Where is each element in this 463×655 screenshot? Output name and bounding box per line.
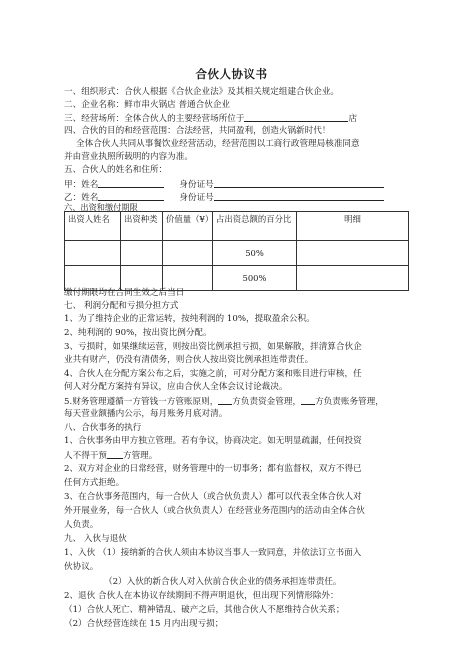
fund-party-text: 方负责资金管理， [232,397,302,407]
section-8-item-3a: 3、在合伙事务范围内，每一合伙人（或合伙负责人）都可以代表全体合伙人对 [64,492,362,502]
header-contribution-type: 出资种类 [121,212,163,241]
section-8-item-2a: 2、双方对企业的日常经营，财务管理中的一切事务；都有监督权，双方不得已 [64,464,362,474]
account-party-text: 方负责账务管理， [315,397,384,407]
header-investor-name: 出资人姓名 [65,212,121,241]
section-5: 五、合伙人的姓名和住所： [64,165,168,175]
partner-b-name-blank[interactable] [98,191,164,201]
section-7-item-3a: 3、亏损时，如果继续运营，则按出资比例承担亏损，如果解散，拌清算合伙企 [64,342,362,352]
table-row [65,241,409,266]
cell-value[interactable] [163,241,213,266]
section-9-item-1a: 1、入伙 （1）接纳新的合伙人须由本协议当事人一致同意，并依法订立书面入 [64,548,362,558]
section-8-item-1b [64,449,409,463]
section-7-item-2: 2、纯利润的 90%，按出资比例分配。 [64,328,212,338]
payment-term: 缴付期限均在合同生效之后当日 [64,288,185,298]
table-header-row [65,212,409,241]
account-party-blank[interactable] [301,395,315,405]
section-8-item-3c: 人负责。 [64,520,99,530]
section-3-suffix: 店 [348,114,358,124]
no-interference-text: 人不得干预 [64,451,107,461]
section-9-item-2-1: （1）合伙人死亡、精神错乱、破产之后，其他合伙人不愿维持合伙关系； [64,605,345,615]
header-details: 明细 [297,212,409,241]
section-4: 四、合伙的目的和经营范围：合法经营，共同盈利，创造火锅新时代！ [64,126,331,136]
section-3-label: 三、经营场所：全体合伙人的主要经营场所位于 [64,114,245,124]
section-3 [64,112,409,126]
manager-suffix: 方管理。 [122,451,158,461]
partner-a-row [64,178,409,192]
section-8-item-2b: 任何方式拒绝。 [64,478,125,488]
section-6: 六、出资和缴付期限 [64,202,138,212]
fund-party-blank[interactable] [218,395,232,405]
section-2: 二、企业名称：鲜市串火锅店 普通合伙企业 [64,100,231,110]
manager-party-blank[interactable] [107,449,123,459]
cell-details[interactable] [297,241,409,266]
partner-b-id-blank[interactable] [214,191,384,201]
partner-a-name-label: 甲：姓名 [64,180,99,190]
section-8-item-1a: 1、合伙事务由甲方独立管理。若有争议，协商决定。如无明显疏漏，任何投资 [64,436,362,446]
address-blank[interactable] [244,112,348,122]
partner-b-name-label: 乙：姓名 [64,193,99,203]
cell-percentage: 500% [213,266,297,291]
header-percentage: 占出资总额的百分比 [213,212,297,241]
section-8-item-3b: 外开展业务，每一合伙人（或合伙负责人）在经营业务范围内的活动由全体合伙 [64,506,365,516]
section-9-item-2-2: （2）合伙经营连续在 15 月内出现亏损； [64,619,224,629]
cell-name[interactable] [65,241,121,266]
section-7-item-5b: 每天营业额播内公示，每月账务月底对清。 [64,409,228,419]
section-7: 七、 利润分配和亏损分担方式 [64,301,179,311]
section-7-item-1: 1、为了维持企业的正常运转，按纯利润的 10%，提取盈余公积。 [64,314,315,324]
section-7-item-3b: 业共有财产，仍没有清债务，则合伙人按出资比例承担连带责任。 [64,355,314,365]
section-7-item-5a [64,395,409,409]
section-9: 九、 入伙与退伙 [64,534,127,544]
cell-percentage: 50% [213,241,297,266]
section-1: 一、组织形式：合伙人根据《合伙企业法》及其相关规定组建合伙企业。 [64,87,340,97]
section-7-item-4a: 4、合伙人在分配方案公布之后，实施之前，可对分配方案和账目进行审核，任 [64,369,362,379]
cell-type[interactable] [121,241,163,266]
section-8: 八、合伙事务的执行 [64,423,142,433]
section-9-item-1c: （2）入伙的新合伙人对入伙前合伙企业的债务承担连带责任。 [104,577,342,587]
section-9-item-2: 2、退伙 合伙人在本协议存续期间不得声明退伙，但出现下列情形除外： [64,591,339,601]
finance-rule: 5.财务管理遵循一方管钱一方管账原则， [64,397,219,407]
section-9-item-1b: 伙协议。 [64,562,99,572]
section-7-item-4b: 何人对分配方案持有异议，应由合伙人全体会议讨论裁决。 [64,382,288,392]
partner-a-id-blank[interactable] [214,178,384,188]
capital-table [64,211,409,291]
partner-a-id-label: 身份证号 [179,180,214,190]
section-4-body-2: 并由营业执照所载明的内容为准。 [64,152,193,162]
partner-b-id-label: 身份证号 [179,193,214,203]
document-title: 合伙人协议书 [195,67,268,81]
partner-a-name-blank[interactable] [98,178,164,188]
header-value: 价值量（¥） [163,212,213,241]
section-4-body-1: 全体合伙人共同从事餐饮业经营活动，经营范围以工商行政管理局核准同意 [76,139,360,149]
